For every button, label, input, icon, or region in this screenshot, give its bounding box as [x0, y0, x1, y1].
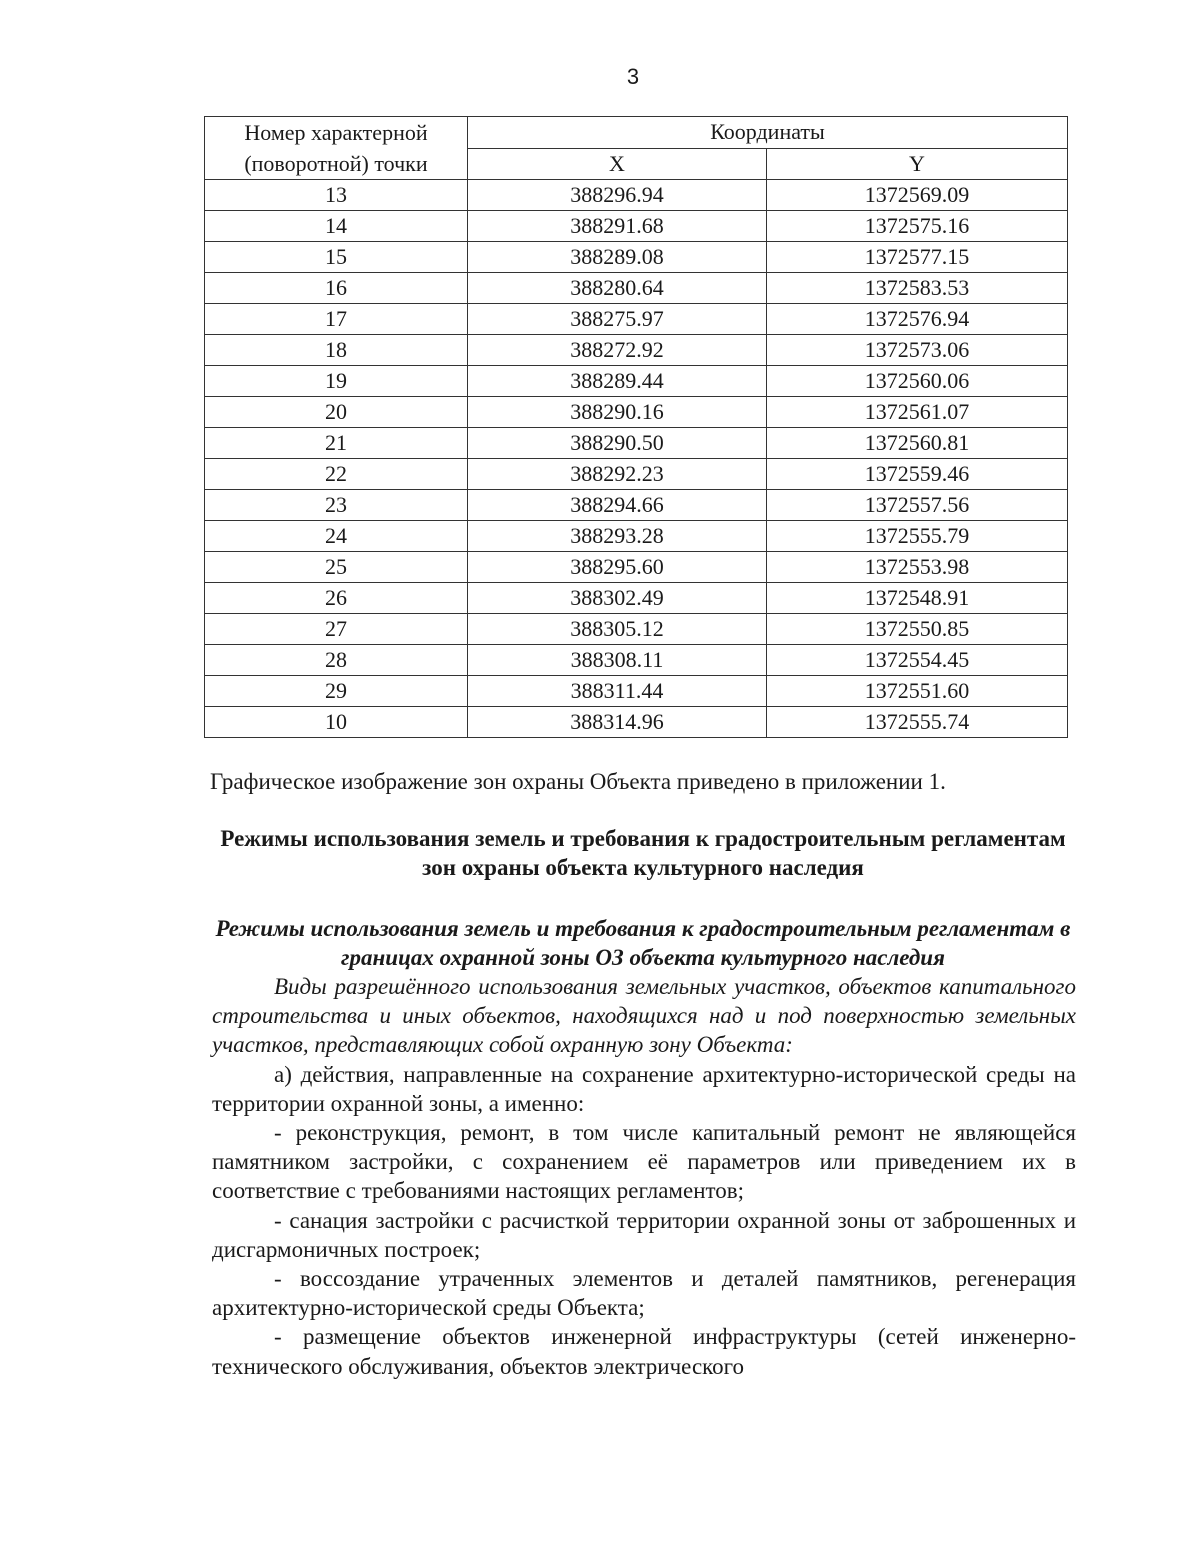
- y-coordinate-cell: 1372548.91: [767, 583, 1068, 614]
- table-row: [205, 273, 1068, 304]
- x-coordinate-cell: 388280.64: [468, 273, 767, 304]
- header-coordinates: Координаты: [468, 117, 1068, 149]
- y-coordinate-cell: 1372576.94: [767, 304, 1068, 335]
- point-number-cell: 10: [205, 707, 468, 738]
- point-number-cell: 19: [205, 366, 468, 397]
- list-item: - санация застройки с расчисткой территории охранной зоны от заброшенных и дисгармоничных построек;: [212, 1207, 1076, 1262]
- x-coordinate-cell: 388305.12: [468, 614, 767, 645]
- y-coordinate-cell: 1372575.16: [767, 211, 1068, 242]
- y-coordinate-cell: 1372555.79: [767, 521, 1068, 552]
- x-coordinate-cell: 388308.11: [468, 645, 767, 676]
- x-coordinate-cell: 388290.16: [468, 397, 767, 428]
- x-coordinate-cell: 388295.60: [468, 552, 767, 583]
- point-number-cell: 23: [205, 490, 468, 521]
- point-number-cell: 24: [205, 521, 468, 552]
- y-coordinate-cell: 1372557.56: [767, 490, 1068, 521]
- y-coordinate-cell: 1372560.06: [767, 366, 1068, 397]
- table-row: [205, 304, 1068, 335]
- table-row: [205, 490, 1068, 521]
- subsection-heading: Режимы использования земель и требования к градостроительным регламентам в границах охранной зоны ОЗ объекта культурного наследия: [215, 916, 1071, 970]
- coordinates-table: [204, 116, 1068, 738]
- point-number-cell: 20: [205, 397, 468, 428]
- paragraph-a: а) действия, направленные на сохранение архитектурно-исторической среды на территории охранной зоны, а именно:: [212, 1061, 1076, 1116]
- coordinates-table-body: [205, 180, 1068, 738]
- x-coordinate-cell: 388290.50: [468, 428, 767, 459]
- point-number-cell: 28: [205, 645, 468, 676]
- x-coordinate-cell: 388289.44: [468, 366, 767, 397]
- y-coordinate-cell: 1372573.06: [767, 335, 1068, 366]
- header-y: Y: [767, 148, 1068, 180]
- point-number-cell: 13: [205, 180, 468, 211]
- table-row: [205, 397, 1068, 428]
- table-row: [205, 428, 1068, 459]
- x-coordinate-cell: 388311.44: [468, 676, 767, 707]
- y-coordinate-cell: 1372550.85: [767, 614, 1068, 645]
- table-row: [205, 335, 1068, 366]
- y-coordinate-cell: 1372559.46: [767, 459, 1068, 490]
- table-row: [205, 459, 1068, 490]
- x-coordinate-cell: 388292.23: [468, 459, 767, 490]
- y-coordinate-cell: 1372561.07: [767, 397, 1068, 428]
- header-x: X: [468, 148, 767, 180]
- list-item: - реконструкция, ремонт, в том числе капитальный ремонт не являющейся памятником застройки, с сохранением её параметров или приведением их в соответствие с требованиями настоящих регламентов;: [212, 1120, 1076, 1204]
- x-coordinate-cell: 388272.92: [468, 335, 767, 366]
- graphic-note: Графическое изображение зон охраны Объекта приведено в приложении 1.: [210, 769, 946, 794]
- x-coordinate-cell: 388314.96: [468, 707, 767, 738]
- table-row: [205, 552, 1068, 583]
- x-coordinate-cell: 388302.49: [468, 583, 767, 614]
- point-number-cell: 14: [205, 211, 468, 242]
- x-coordinate-cell: 388296.94: [468, 180, 767, 211]
- table-row: [205, 521, 1068, 552]
- y-coordinate-cell: 1372569.09: [767, 180, 1068, 211]
- x-coordinate-cell: 388275.97: [468, 304, 767, 335]
- list-item: - размещение объектов инженерной инфраструктуры (сетей инженерно-технического обслуживания, объектов электрического: [212, 1324, 1076, 1379]
- point-number-cell: 18: [205, 335, 468, 366]
- table-row: [205, 614, 1068, 645]
- point-number-cell: 17: [205, 304, 468, 335]
- x-coordinate-cell: 388293.28: [468, 521, 767, 552]
- point-number-cell: 22: [205, 459, 468, 490]
- point-number-cell: 26: [205, 583, 468, 614]
- y-coordinate-cell: 1372553.98: [767, 552, 1068, 583]
- x-coordinate-cell: 388289.08: [468, 242, 767, 273]
- point-number-cell: 21: [205, 428, 468, 459]
- point-number-cell: 29: [205, 676, 468, 707]
- y-coordinate-cell: 1372577.15: [767, 242, 1068, 273]
- regulations-text: [212, 972, 1076, 1381]
- table-row: [205, 242, 1068, 273]
- table-row: [205, 583, 1068, 614]
- point-number-cell: 16: [205, 273, 468, 304]
- y-coordinate-cell: 1372560.81: [767, 428, 1068, 459]
- y-coordinate-cell: 1372554.45: [767, 645, 1068, 676]
- y-coordinate-cell: 1372583.53: [767, 273, 1068, 304]
- y-coordinate-cell: 1372555.74: [767, 707, 1068, 738]
- table-row: [205, 211, 1068, 242]
- table-row: [205, 676, 1068, 707]
- table-row: [205, 366, 1068, 397]
- x-coordinate-cell: 388294.66: [468, 490, 767, 521]
- point-number-cell: 27: [205, 614, 468, 645]
- point-number-cell: 15: [205, 242, 468, 273]
- table-row: [205, 645, 1068, 676]
- list-item: - воссоздание утраченных элементов и деталей памятников, регенерация архитектурно-исторической среды Объекта;: [212, 1266, 1076, 1321]
- x-coordinate-cell: 388291.68: [468, 211, 767, 242]
- y-coordinate-cell: 1372551.60: [767, 676, 1068, 707]
- table-row: [205, 707, 1068, 738]
- section-heading: Режимы использования земель и требования к градостроительным регламентам зон охраны объекта культурного наследия: [220, 826, 1066, 880]
- page-number: 3: [626, 64, 640, 89]
- permitted-use-paragraph: Виды разрешённого использования земельных участков, объектов капитального строительства и иных объектов, находящихся над и под поверхностью земельных участков, представляющих собой охранную зону Объекта:: [212, 974, 1076, 1058]
- table-row: [205, 180, 1068, 211]
- header-point-number: Номер характерной (поворотной) точки: [205, 117, 468, 180]
- point-number-cell: 25: [205, 552, 468, 583]
